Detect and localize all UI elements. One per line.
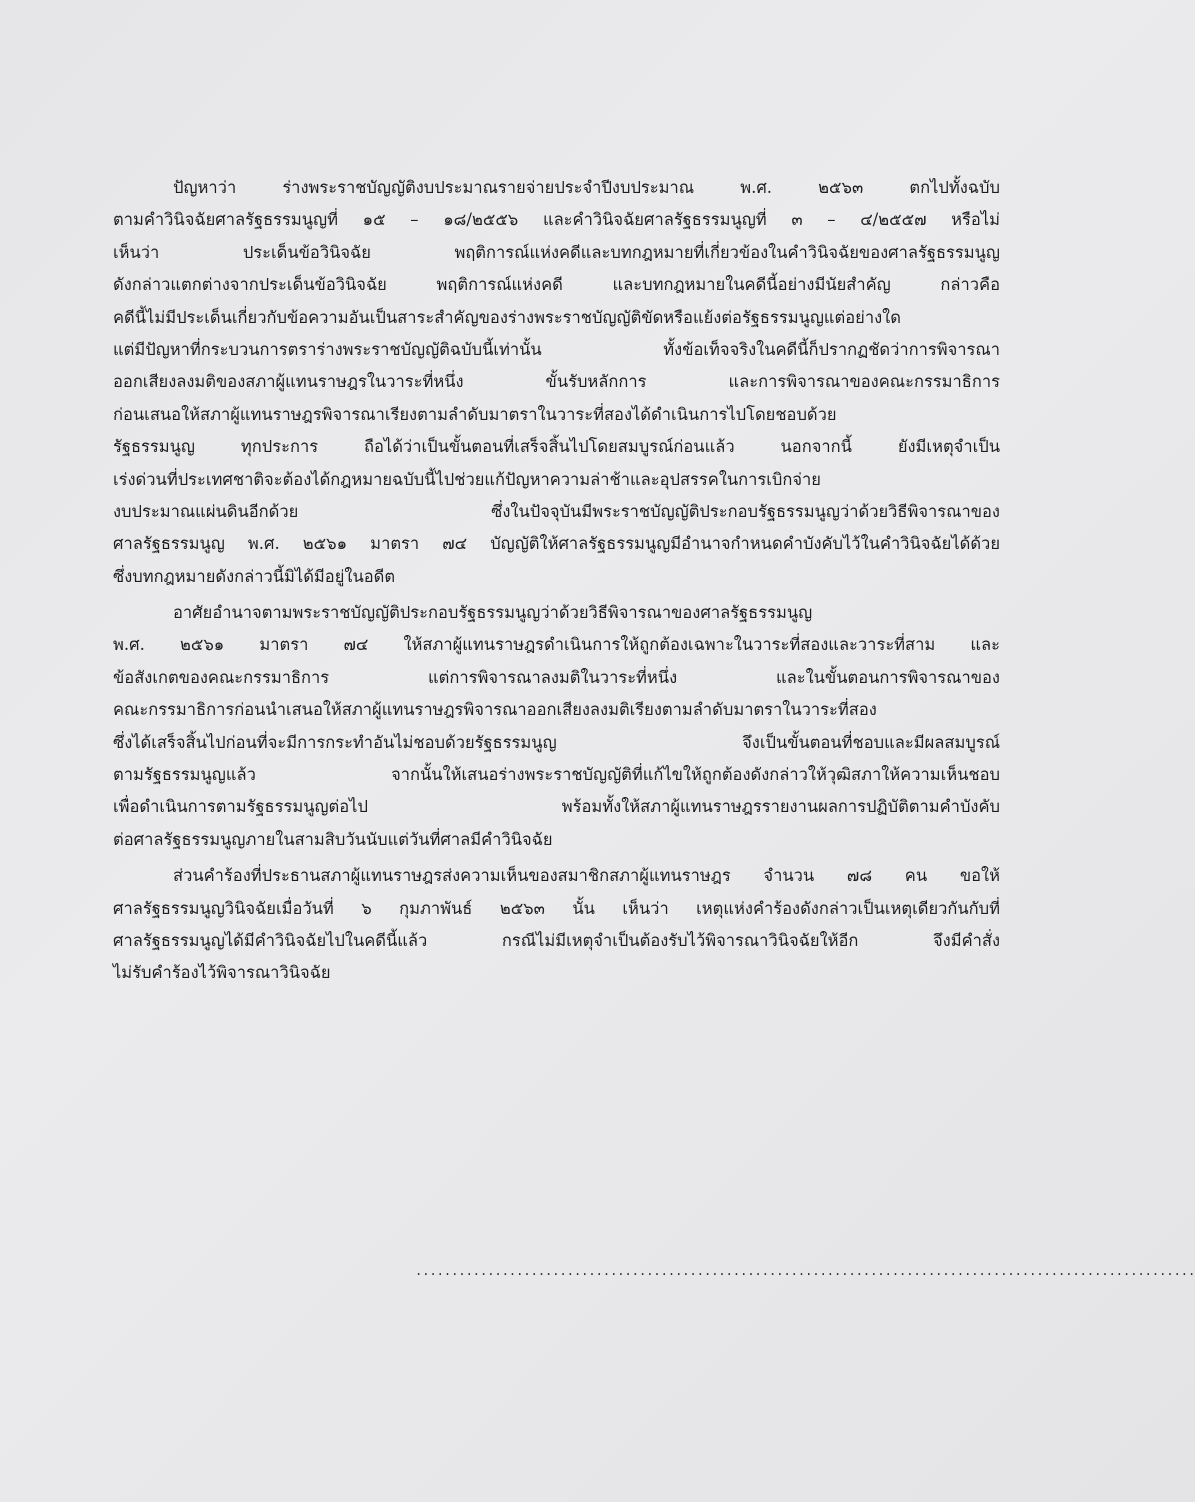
paragraph-3 — [113, 860, 1000, 990]
end-of-document-dotted-line: ............................................................................................................ — [415, 1264, 1195, 1278]
text-line: พ.ศ. ๒๕๖๑ มาตรา ๗๔ ให้สภาผู้แทนราษฎรดำเนินการให้ถูกต้องเฉพาะในวาระที่สองและวาระที่สาม และ — [113, 635, 1000, 655]
text-line: รัฐธรรมนูญ ทุกประการ ถือได้ว่าเป็นขั้นตอนที่เสร็จสิ้นไปโดยสมบูรณ์ก่อนแล้ว นอกจากนี้ ยังมีเหตุจำเป็น — [113, 437, 1000, 457]
text-line: ศาลรัฐธรรมนูญได้มีคำวินิจฉัยไปในคดีนี้แล้ว กรณีไม่มีเหตุจำเป็นต้องรับไว้พิจารณาวินิจฉัยให้อีก จึงมีคำสั่ง — [113, 930, 1000, 950]
text-line: ส่วนคำร้องที่ประธานสภาผู้แทนราษฎรส่งความเห็นของสมาชิกสภาผู้แทนราษฎร จำนวน ๗๘ คน ขอให้ — [173, 866, 1000, 886]
text-line: ดังกล่าวแตกต่างจากประเด็นข้อวินิจฉัย พฤติการณ์แห่งคดี และบทกฎหมายในคดีนี้อย่างมีนัยสำคัญ กล่าวคือ — [113, 275, 1000, 295]
text-line: อาศัยอำนาจตามพระราชบัญญัติประกอบรัฐธรรมนูญว่าด้วยวิธีพิจารณาของศาลรัฐธรรมนูญ — [173, 603, 813, 623]
text-line: ซึ่งได้เสร็จสิ้นไปก่อนที่จะมีการกระทำอันไม่ชอบด้วยรัฐธรรมนูญ จึงเป็นขั้นตอนที่ชอบและมีผลสมบูรณ์ — [113, 732, 1000, 752]
paragraph-1 — [113, 172, 1000, 593]
text-line: คณะกรรมาธิการก่อนนำเสนอให้สภาผู้แทนราษฎรพิจารณาออกเสียงลงมติเรียงตามลำดับมาตราในวาระที่สอง — [113, 700, 877, 720]
text-line: ตามรัฐธรรมนูญแล้ว จากนั้นให้เสนอร่างพระราชบัญญัติที่แก้ไขให้ถูกต้องดังกล่าวให้วุฒิสภาให้ความเห็นชอบ — [113, 765, 1000, 785]
text-line: เห็นว่า ประเด็นข้อวินิจฉัย พฤติการณ์แห่งคดีและบทกฎหมายที่เกี่ยวข้องในคำวินิจฉัยของศาลรัฐธรรมนูญ — [113, 242, 1000, 262]
paragraph-2 — [113, 597, 1000, 856]
text-line: ศาลรัฐธรรมนูญ พ.ศ. ๒๕๖๑ มาตรา ๗๔ บัญญัติให้ศาลรัฐธรรมนูญมีอำนาจกำหนดคำบังคับไว้ในคำวินิจฉัยได้ด้วย — [113, 534, 1000, 554]
text-line: ปัญหาว่า ร่างพระราชบัญญัติงบประมาณรายจ่ายประจำปีงบประมาณ พ.ศ. ๒๕๖๓ ตกไปทั้งฉบับ — [173, 178, 1000, 197]
text-line: ตามคำวินิจฉัยศาลรัฐธรรมนูญที่ ๑๕ – ๑๘/๒๕๕๖ และคำวินิจฉัยศาลรัฐธรรมนูญที่ ๓ – ๔/๒๕๕๗ หรือไม่ — [113, 210, 1000, 230]
text-line: เพื่อดำเนินการตามรัฐธรรมนูญต่อไป พร้อมทั้งให้สภาผู้แทนราษฎรรายงานผลการปฏิบัติตามคำบังคับ — [113, 797, 1000, 817]
text-line: คดีนี้ไม่มีประเด็นเกี่ยวกับข้อความอันเป็นสาระสำคัญของร่างพระราชบัญญัติขัดหรือแย้งต่อรัฐธรรมนูญแต่อย่างใด — [113, 307, 901, 327]
text-line: แต่มีปัญหาที่กระบวนการตราร่างพระราชบัญญัติฉบับนี้เท่านั้น ทั้งข้อเท็จจริงในคดีนี้ก็ปรากฏชัดว่าการพิจารณา — [113, 339, 1000, 359]
text-line: ออกเสียงลงมติของสภาผู้แทนราษฎรในวาระที่หนึ่ง ขั้นรับหลักการ และการพิจารณาของคณะกรรมาธิการ — [113, 372, 1000, 392]
text-line: งบประมาณแผ่นดินอีกด้วย ซึ่งในปัจจุบันมีพระราชบัญญัติประกอบรัฐธรรมนูญว่าด้วยวิธีพิจารณาของ — [113, 501, 1000, 521]
text-line: ศาลรัฐธรรมนูญวินิจฉัยเมื่อวันที่ ๖ กุมภาพันธ์ ๒๕๖๓ นั้น เห็นว่า เหตุแห่งคำร้องดังกล่าวเป็นเหตุเดียวกันกับที่ — [113, 898, 1000, 918]
text-line: ต่อศาลรัฐธรรมนูญภายในสามสิบวันนับแต่วันที่ศาลมีคำวินิจฉัย — [113, 829, 553, 849]
text-line: ไม่รับคำร้องไว้พิจารณาวินิจฉัย — [113, 963, 331, 983]
text-line: เร่งด่วนที่ประเทศชาติจะต้องได้กฎหมายฉบับนี้ไปช่วยแก้ปัญหาความล่าช้าและอุปสรรคในการเบิกจ่าย — [113, 469, 821, 489]
document-body — [113, 172, 1000, 994]
text-line: ซึ่งบทกฎหมายดังกล่าวนี้มิได้มีอยู่ในอดีต — [113, 566, 396, 586]
text-line: ข้อสังเกตของคณะกรรมาธิการ แต่การพิจารณาลงมติในวาระที่หนึ่ง และในขั้นตอนการพิจารณาของ — [113, 667, 1000, 687]
text-line: ก่อนเสนอให้สภาผู้แทนราษฎรพิจารณาเรียงตามลำดับมาตราในวาระที่สองได้ดำเนินการไปโดยชอบด้วย — [113, 404, 837, 424]
